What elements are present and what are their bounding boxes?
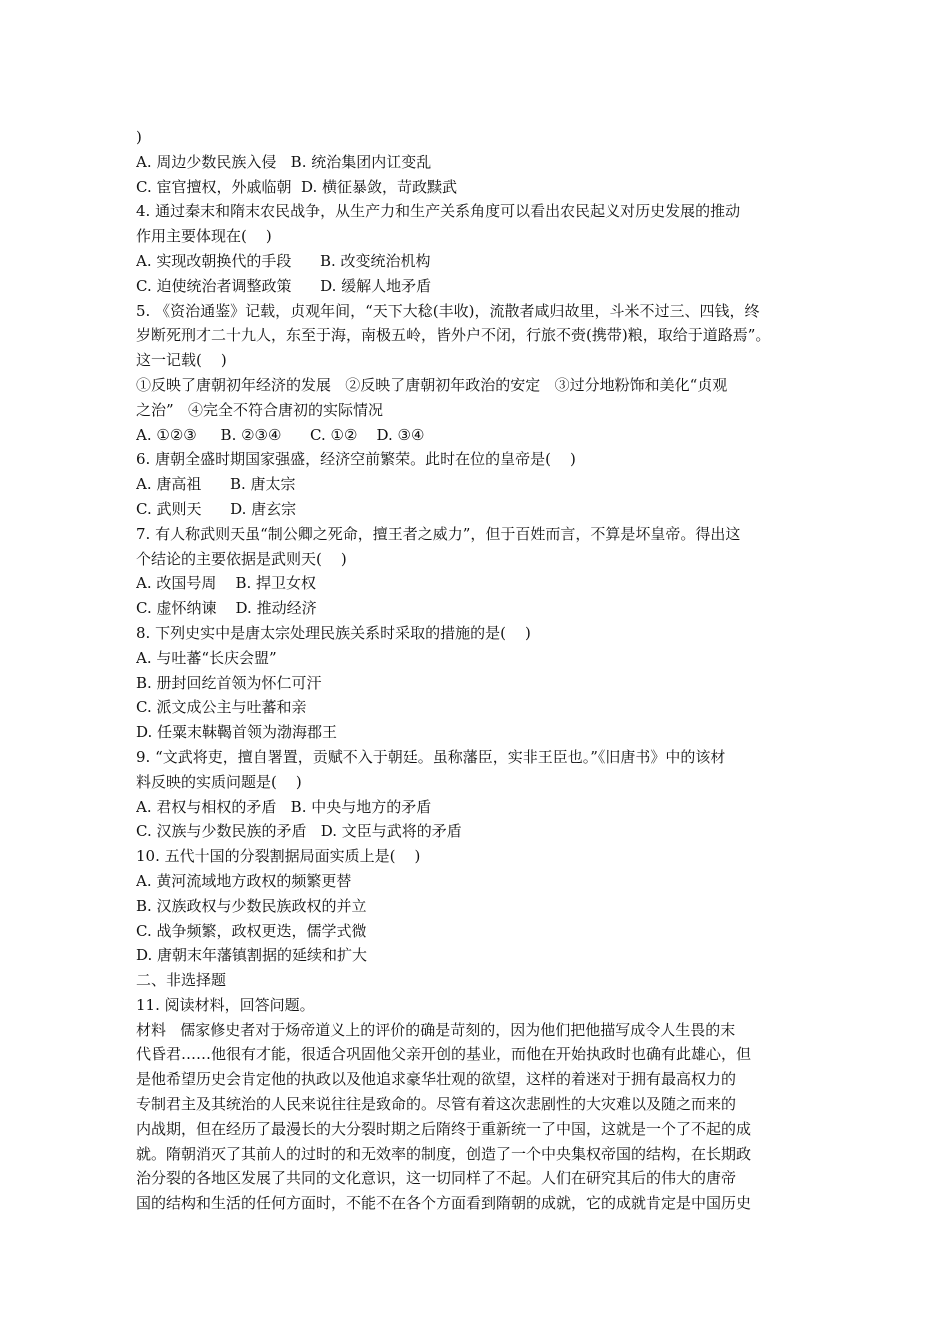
text-line: A. 唐高祖 B. 唐太宗 [136,475,296,494]
text-line: 国的结构和生活的任何方面时，不能不在各个方面看到隋朝的成就，它的成就肯定是中国历史 [136,1194,752,1213]
text-line: 个结论的主要依据是武则天( ) [136,549,347,568]
text-line: 材料 儒家修史者对于炀帝道义上的评价的确是苛刻的，因为他们把他描写成令人生畏的末 [136,1020,736,1039]
text-line: 11. 阅读材料，回答问题。 [136,995,315,1014]
text-line: A. 君权与相权的矛盾 B. 中央与地方的矛盾 [136,797,432,816]
text-line: ①反映了唐朝初年经济的发展 ②反映了唐朝初年政治的安定 ③过分地粉饰和美化“贞观 [136,375,728,394]
text-line: A. 周边少数民族入侵 B. 统治集团内讧变乱 [136,152,432,171]
text-line: 6. 唐朝全盛时期国家强盛，经济空前繁荣。此时在位的皇帝是( ) [136,450,576,469]
text-line: 这一记载( ) [136,351,227,370]
text-line: 9. “文武将吏，擅自署置，贡赋不入于朝廷。虽称藩臣，实非王臣也。”《旧唐书》中的该材 [136,747,726,766]
text-line: 料反映的实质问题是( ) [136,772,302,791]
text-line: C. 战争频繁，政权更迭，儒学式微 [136,921,367,940]
text-line: C. 宦官擅权，外戚临朝 D. 横征暴敛，苛政黩武 [136,177,458,196]
text-line: 8. 下列史实中是唐太宗处理民族关系时采取的措施的是( ) [136,623,531,642]
text-line: 内战期，但在经历了最漫长的大分裂时期之后隋终于重新统一了中国，这就是一个了不起的成 [136,1119,752,1138]
text-line: 岁断死刑才二十九人，东至于海，南极五岭，皆外户不闭，行旅不赍(携带)粮，取给于道路焉”。 [136,326,771,345]
text-line: A. 与吐蕃“长庆会盟” [136,648,277,667]
text-line: 10. 五代十国的分裂割据局面实质上是( ) [136,847,421,866]
text-line: 之治” ④完全不符合唐初的实际情况 [136,400,383,419]
text-line: 是他希望历史会肯定他的执政以及他追求豪华壮观的欲望，这样的着迷对于拥有最高权力的 [136,1070,737,1089]
text-line: C. 武则天 D. 唐玄宗 [136,499,297,518]
document-text [136,125,830,1216]
text-line: A. 实现改朝换代的手段 B. 改变统治机构 [136,251,431,270]
text-line: C. 虚怀纳谏 D. 推动经济 [136,599,317,618]
text-line: 4. 通过秦末和隋末农民战争，从生产力和生产关系角度可以看出农民起义对历史发展的推动 [136,202,741,221]
text-line: 5. 《资治通鉴》记载，贞观年间，“天下大稔(丰收)，流散者咸归故里，斗米不过三、四钱，终 [136,301,760,320]
text-line: 治分裂的各地区发展了共同的文化意识，这一切同样了不起。人们在研究其后的伟大的唐帝 [136,1169,737,1188]
text-line: 代昏君……他很有才能，很适合巩固他父亲开创的基业，而他在开始执政时也确有此雄心，但 [136,1045,752,1064]
text-line: 专制君主及其统治的人民来说往往是致命的。尽管有着这次悲剧性的大灾难以及随之而来的 [136,1095,737,1114]
text-line: A. 改国号周 B. 捍卫女权 [136,574,317,593]
text-line: A. 黄河流域地方政权的频繁更替 [136,871,352,890]
text-line: B. 册封回纥首领为怀仁可汗 [136,673,322,692]
text-line: B. 汉族政权与少数民族政权的并立 [136,896,367,915]
text-line: C. 派文成公主与吐蕃和亲 [136,698,307,717]
text-line: C. 汉族与少数民族的矛盾 D. 文臣与武将的矛盾 [136,822,462,841]
text-line: 二、非选择题 [136,971,227,990]
text-line: ) [136,128,142,146]
text-line: D. 唐朝末年藩镇割据的延续和扩大 [136,946,368,965]
text-line: 7. 有人称武则天虽“制公卿之死命，擅王者之威力”，但于百姓而言，不算是坏皇帝。得出这 [136,524,741,543]
text-line: 就。隋朝消灭了其前人的过时的和无效率的制度，创造了一个中央集权帝国的结构，在长期政 [136,1144,752,1163]
text-line: D. 任粟末靺鞨首领为渤海郡王 [136,723,338,742]
text-line: A. ①②③ B. ②③④ C. ①② D. ③④ [136,425,425,444]
text-line: C. 迫使统治者调整政策 D. 缓解人地矛盾 [136,276,432,295]
text-line: 作用主要体现在( ) [136,227,272,246]
